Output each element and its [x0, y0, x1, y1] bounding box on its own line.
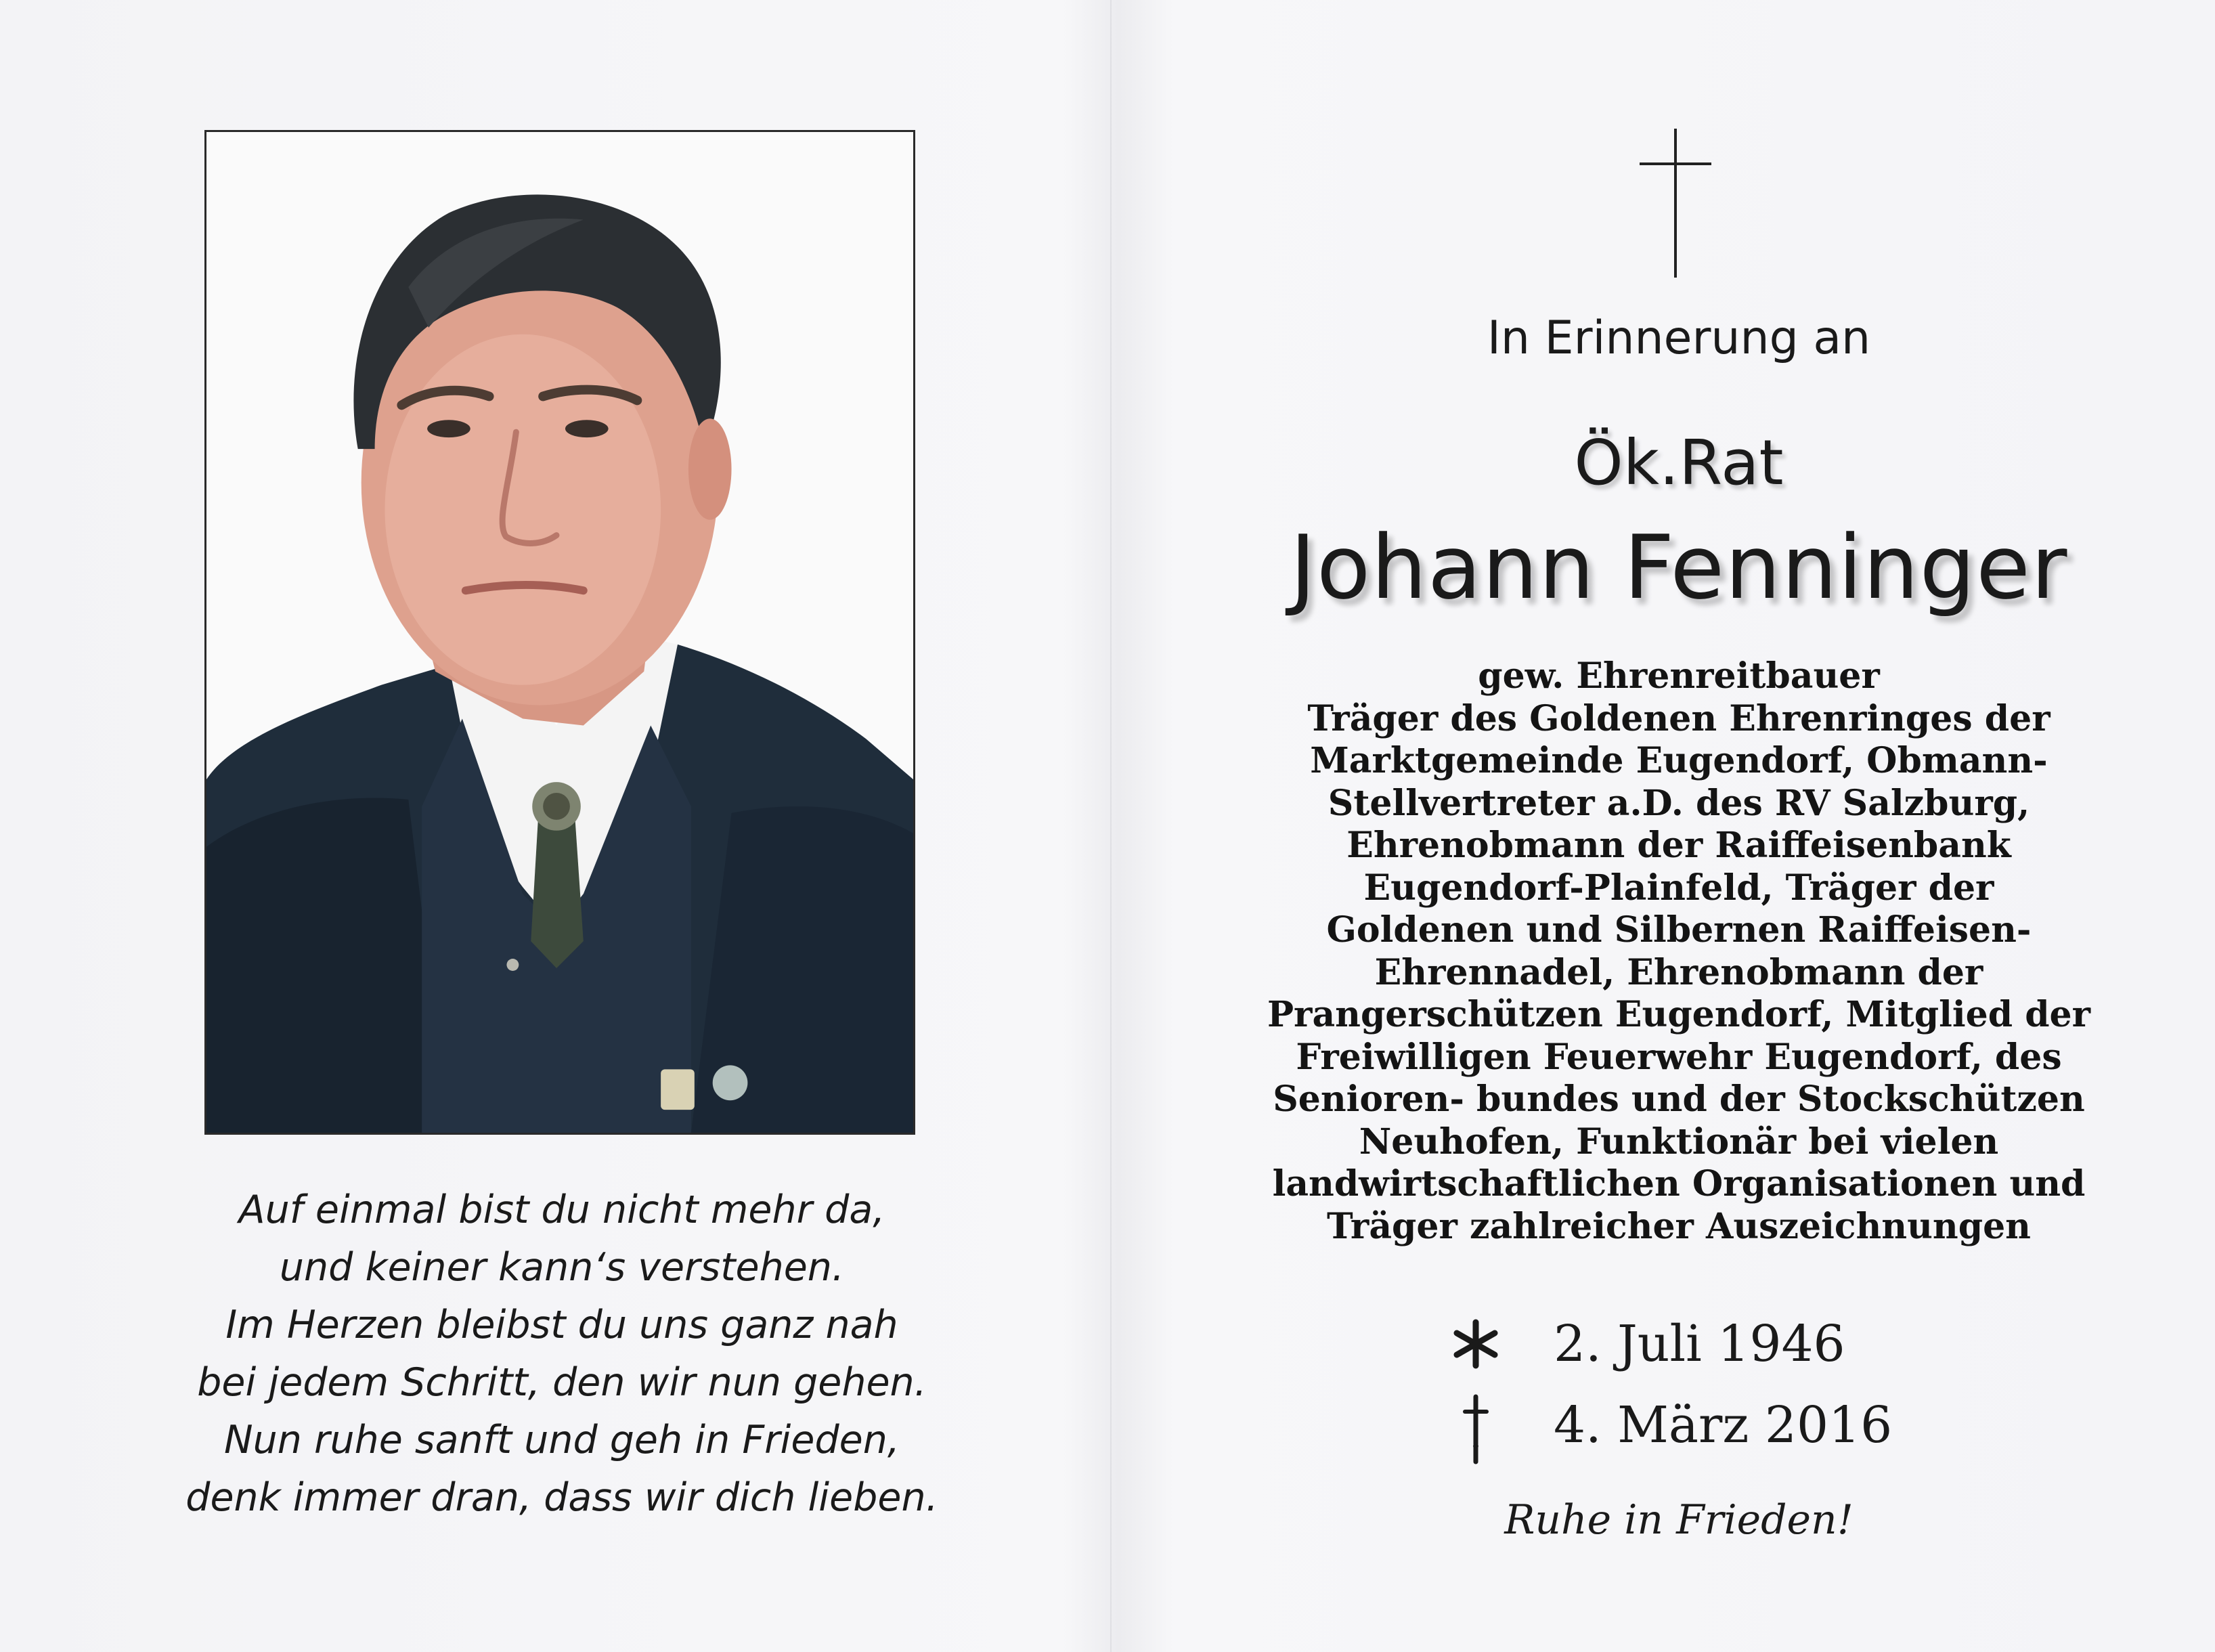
bio-line: Prangerschützen Eugendorf, Mitglied der	[1267, 994, 2091, 1035]
poem-line: Im Herzen bleibst du uns ganz nah	[225, 1303, 898, 1347]
memory-heading: In Erinnerung an	[1487, 311, 1871, 365]
bio-line: Träger des Goldenen Ehrenringes der	[1307, 697, 2050, 739]
bio-line: landwirtschaftlichen Organisationen und	[1272, 1163, 2086, 1204]
death-cross-icon	[1449, 1391, 1503, 1466]
poem-line: bei jedem Schritt, den wir nun gehen.	[197, 1360, 927, 1405]
biography	[1198, 655, 2159, 1248]
poem-line: Auf einmal bist du nicht mehr da,	[238, 1188, 885, 1232]
life-dates	[1449, 1310, 1923, 1473]
bio-line: Marktgemeinde Eugendorf, Obmann-	[1310, 740, 2048, 781]
portrait-illustration	[206, 132, 913, 1133]
bio-line: Neuhofen, Funktionär bei vielen	[1359, 1121, 1999, 1162]
bio-line: Goldenen und Silbernen Raiffeisen-	[1326, 909, 2032, 951]
bio-line: Freiwilligen Feuerwehr Eugendorf, des	[1296, 1036, 2062, 1078]
bio-line: Stellvertreter a.D. des RV Salzburg,	[1328, 782, 2030, 824]
poem-line: und keiner kann‘s verstehen.	[279, 1245, 845, 1290]
bio-line: Ehrennadel, Ehrenobmann der	[1374, 951, 1983, 993]
birth-date: 2. Juli 1946	[1554, 1315, 1845, 1373]
poem-line: Nun ruhe sanft und geh in Frieden,	[224, 1418, 900, 1462]
honorary-title: Ök.Rat	[1574, 427, 1784, 499]
memorial-poem	[88, 1181, 1036, 1527]
bio-line: Senioren- bundes und der Stockschützen	[1273, 1079, 2085, 1120]
bio-line: gew. Ehrenreitbauer	[1478, 655, 1880, 697]
closing-phrase: Ruhe in Frieden!	[1504, 1496, 1854, 1544]
birth-star-icon	[1449, 1310, 1503, 1385]
portrait-photo	[204, 130, 915, 1135]
poem-line: denk immer dran, dass wir dich lieben.	[185, 1475, 938, 1520]
cross-icon	[1638, 129, 1713, 278]
birth-date-row	[1449, 1310, 1923, 1391]
deceased-name: Johann Fenninger	[1290, 516, 2068, 619]
death-date: 4. März 2016	[1554, 1396, 1893, 1454]
card-fold	[1110, 0, 1112, 1652]
bio-line: Träger zahlreicher Auszeichnungen	[1327, 1205, 2031, 1247]
bio-line: Ehrenobmann der Raiffeisenbank	[1346, 825, 2011, 866]
death-date-row	[1449, 1391, 1923, 1473]
bio-line: Eugendorf-Plainfeld, Träger der	[1363, 867, 1994, 909]
